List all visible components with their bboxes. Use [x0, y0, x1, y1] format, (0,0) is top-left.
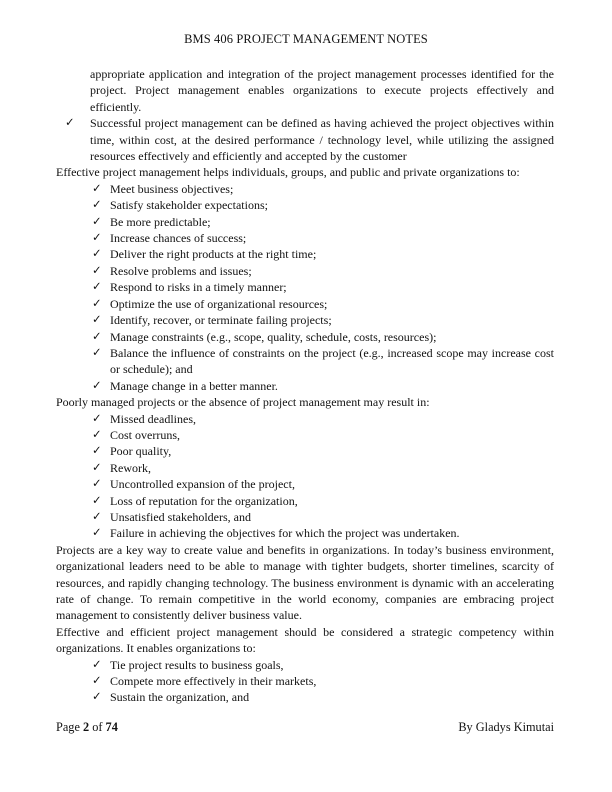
checkmark-icon: ✓ [92, 445, 102, 458]
block-text: appropriate application and integration of the project management processes identified for the project. Project management enables organizations to execute projects effectively and efficiently. [90, 67, 554, 114]
block-text: Identify, recover, or terminate failing projects; [110, 313, 332, 328]
of-word: of [92, 720, 103, 734]
bullet-item [56, 476, 554, 492]
checkmark-icon: ✓ [92, 510, 102, 523]
bullet-item [56, 296, 554, 312]
checkmark-icon: ✓ [92, 527, 102, 540]
block-text: Compete more effectively in their markets, [110, 674, 317, 689]
bullet-item [56, 230, 554, 246]
checkmark-icon: ✓ [92, 248, 102, 261]
block-text: Tie project results to business goals, [110, 657, 284, 672]
author-credit: By Gladys Kimutai [458, 720, 554, 734]
bullet-item [56, 214, 554, 230]
bullet-item [56, 460, 554, 476]
bullet-item [56, 493, 554, 509]
block-text: Loss of reputation for the organization, [110, 493, 298, 508]
checkmark-icon: ✓ [92, 297, 102, 310]
bullet-item [56, 411, 554, 427]
block-text: Manage constraints (e.g., scope, quality, schedule, costs, resources); [110, 329, 437, 344]
checkmark-icon: ✓ [92, 675, 102, 688]
bullet-item [56, 246, 554, 262]
checkmark-icon: ✓ [92, 215, 102, 228]
checkmark-icon: ✓ [92, 264, 102, 277]
block-text: Projects are a key way to create value and benefits in organizations. In today’s business environment, organizational leaders need to be able to manage with tighter budgets, shorter timelines, scarcity of resources, and rapidly changing technology. The business environment is dynamic with an accelerating rate of change. To remain competitive in the world economy, companies are embracing project management to consistently deliver business value. [56, 542, 554, 623]
checkmark-icon: ✓ [92, 314, 102, 327]
bullet-item [56, 279, 554, 295]
checkmark-icon: ✓ [92, 330, 102, 343]
bullet-item [56, 197, 554, 213]
paragraph [56, 542, 554, 624]
block-text: Resolve problems and issues; [110, 263, 252, 278]
bullet-item [56, 115, 554, 164]
block-text: Uncontrolled expansion of the project, [110, 477, 295, 492]
block-text: Increase chances of success; [110, 231, 247, 246]
checkmark-icon: ✓ [92, 379, 102, 392]
paragraph [56, 624, 554, 657]
checkmark-icon: ✓ [92, 461, 102, 474]
block-text: Cost overruns, [110, 427, 180, 442]
block-text: Rework, [110, 460, 151, 475]
bullet-item [56, 427, 554, 443]
block-text: Deliver the right products at the right time; [110, 247, 317, 262]
paragraph [56, 66, 554, 115]
checkmark-icon: ✓ [92, 412, 102, 425]
bullet-item [56, 657, 554, 673]
block-text: Effective and efficient project management should be considered a strategic competency within organizations. It enables organizations to: [56, 624, 554, 656]
checkmark-icon: ✓ [92, 232, 102, 245]
block-text: Be more predictable; [110, 214, 211, 229]
checkmark-icon: ✓ [92, 182, 102, 195]
block-text: Failure in achieving the objectives for which the project was undertaken. [110, 526, 460, 541]
block-text: Balance the influence of constraints on the project (e.g., increased scope may increase cost or schedule); and [110, 345, 554, 377]
block-text: Optimize the use of organizational resources; [110, 296, 328, 311]
checkmark-icon: ✓ [65, 117, 75, 130]
block-text: Unsatisfied stakeholders, and [110, 509, 251, 524]
page-number-label [56, 720, 118, 735]
block-text: Respond to risks in a timely manner; [110, 280, 287, 295]
block-text: Satisfy stakeholder expectations; [110, 198, 268, 213]
block-text: Effective project management helps individuals, groups, and public and private organizations to: [56, 165, 520, 180]
block-text: Missed deadlines, [110, 411, 196, 426]
bullet-item [56, 329, 554, 345]
bullet-item [56, 345, 554, 378]
bullet-item [56, 689, 554, 705]
checkmark-icon: ✓ [92, 478, 102, 491]
bullet-item [56, 378, 554, 394]
checkmark-icon: ✓ [92, 494, 102, 507]
block-text: Poorly managed projects or the absence of project management may result in: [56, 395, 430, 410]
bullet-item [56, 312, 554, 328]
bullet-item [56, 443, 554, 459]
checkmark-icon: ✓ [92, 428, 102, 441]
checkmark-icon: ✓ [92, 281, 102, 294]
page-footer [56, 720, 554, 735]
checkmark-icon: ✓ [92, 199, 102, 212]
bullet-item [56, 673, 554, 689]
block-text: Successful project management can be defined as having achieved the project objectives within time, within cost, at the desired performance / technology level, while utilizing the assigned resources effectively and efficiently and accepted by the customer [90, 116, 554, 164]
block-text: Meet business objectives; [110, 181, 234, 196]
block-text: Poor quality, [110, 444, 172, 459]
checkmark-icon: ✓ [92, 691, 102, 704]
page-word: Page [56, 720, 80, 734]
checkmark-icon: ✓ [92, 346, 102, 359]
document-body [56, 66, 554, 706]
page-title: BMS 406 PROJECT MANAGEMENT NOTES [184, 32, 428, 46]
block-text: Manage change in a better manner. [110, 378, 278, 393]
paragraph [56, 394, 554, 410]
total-pages: 74 [105, 720, 118, 734]
page-number: 2 [82, 720, 90, 734]
bullet-item [56, 509, 554, 525]
block-text: Sustain the organization, and [110, 690, 250, 705]
paragraph [56, 164, 554, 180]
bullet-item [56, 263, 554, 279]
checkmark-icon: ✓ [92, 658, 102, 671]
bullet-item [56, 181, 554, 197]
bullet-item [56, 525, 554, 541]
